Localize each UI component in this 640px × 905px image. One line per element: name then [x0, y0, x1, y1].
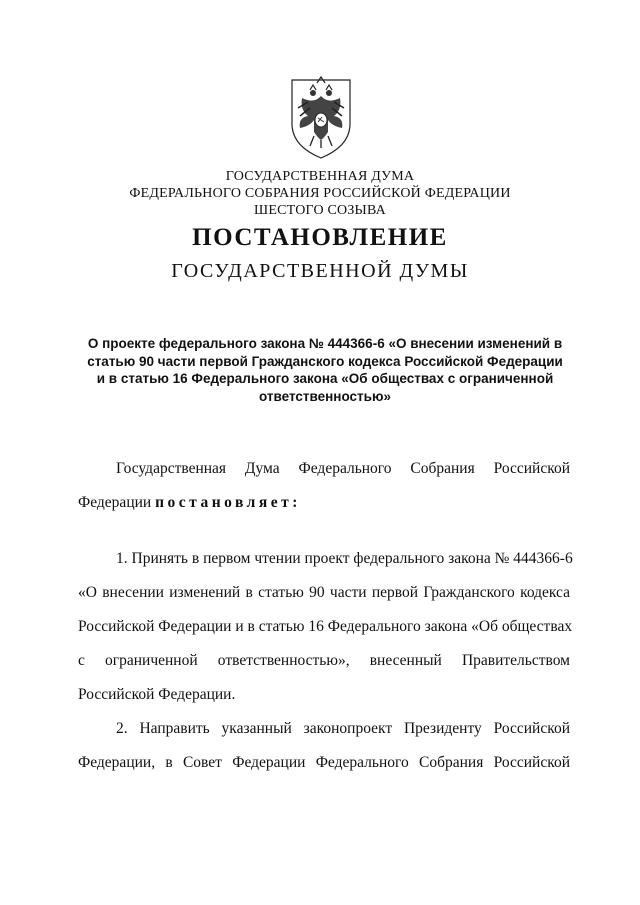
item-line: Российской Федерации.: [78, 686, 236, 703]
header-line: ШЕСТОГО СОЗЫВА: [254, 203, 386, 218]
resolution-item-2: [78, 712, 570, 780]
preamble-paragraph: [78, 452, 570, 520]
item-line: 2. Направить указанный законопроект Президенту Российской: [116, 720, 570, 737]
preamble-text: Федерации: [78, 494, 152, 511]
document-title: [80, 335, 570, 405]
title-line: статью 90 части первой Гражданского кодекса Российской Федерации: [87, 353, 563, 369]
coat-of-arms-icon: [288, 74, 354, 160]
item-line: с ограниченной ответственностью», внесенный Правительством: [78, 652, 570, 669]
issuing-authority-header: [0, 168, 640, 219]
title-line: ответственностью»: [259, 388, 391, 404]
preamble-line: [78, 486, 570, 520]
title-line: и в статью 16 Федерального закона «Об обществах с ограниченной: [96, 371, 554, 386]
document-issuer: ГОСУДАРСТВЕННОЙ ДУМЫ: [171, 260, 469, 282]
item-line: Российской Федерации и в статью 16 Федерального закона «Об обществах: [78, 618, 573, 635]
resolves-keyword: постановляет:: [155, 494, 301, 511]
item-line: Федерации, в Совет Федерации Федерального Собрания Российской: [78, 754, 570, 771]
title-line: О проекте федерального закона № 444366-6 «О внесении изменений в: [87, 336, 563, 351]
resolution-item-1: [78, 542, 573, 712]
item-line: 1. Принять в первом чтении проект федерального закона № 444366-6: [116, 550, 573, 567]
document-type: ПОСТАНОВЛЕНИЕ: [192, 224, 448, 251]
item-line: «О внесении изменений в статью 90 части первой Гражданского кодекса: [78, 584, 570, 601]
header-line: ГОСУДАРСТВЕННАЯ ДУМА: [225, 169, 415, 184]
preamble-line: Государственная Дума Федерального Собрания Российской: [116, 460, 570, 477]
header-line: ФЕДЕРАЛЬНОГО СОБРАНИЯ РОССИЙСКОЙ ФЕДЕРАЦИИ: [129, 186, 511, 201]
